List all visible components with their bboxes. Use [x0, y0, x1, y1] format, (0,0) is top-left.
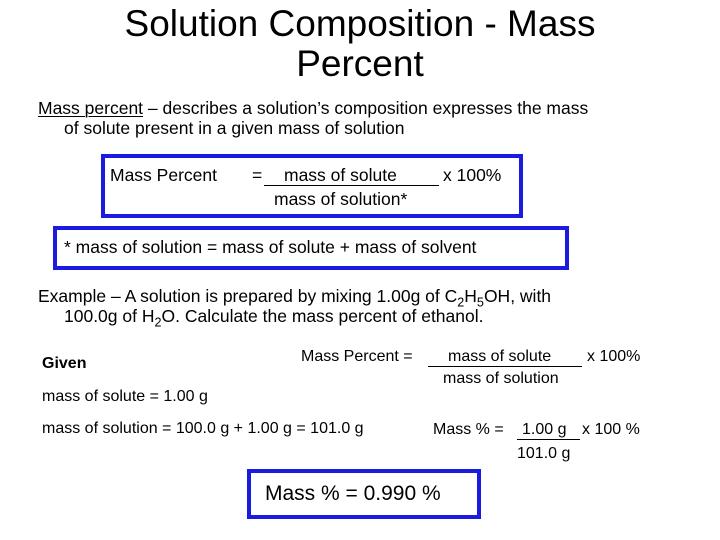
- calc-numerator: 1.00 g: [522, 421, 567, 438]
- result-text: Mass % = 0.990 %: [265, 482, 441, 505]
- definition-term: Mass percent: [38, 98, 144, 118]
- example-h: H: [464, 286, 477, 306]
- calc-denominator: 101.0 g: [517, 445, 571, 462]
- formula-equals: =: [252, 165, 263, 185]
- formula2-label: Mass Percent =: [301, 348, 413, 365]
- given-mass-solution: mass of solution = 100.0 g + 1.00 g = 101.0 g: [42, 420, 364, 437]
- example-sub-water: 2: [154, 315, 162, 330]
- formula-times: x 100%: [443, 165, 502, 185]
- formula2-numerator: mass of solute: [448, 348, 552, 365]
- formula2-denominator: mass of solution: [443, 370, 559, 387]
- example-line1-a: Example – A solution is prepared by mixing 1.00g of C: [38, 286, 458, 306]
- calc-times: x 100 %: [582, 421, 640, 438]
- example-line2-a: 100.0g of H: [64, 306, 155, 326]
- formula2-times: x 100%: [587, 348, 641, 365]
- definition-line2: of solute present in a given mass of solution: [64, 118, 405, 138]
- example-sub-h: 5: [476, 295, 484, 310]
- definition-line1: – describes a solution’s composition expresses the mass: [143, 98, 589, 118]
- formula-label: Mass Percent: [110, 165, 217, 185]
- footnote-text: * mass of solution = mass of solute + mass of solvent: [64, 237, 477, 257]
- given-heading: Given: [42, 355, 87, 372]
- example-line1-b: OH, with: [483, 286, 552, 306]
- example-line2-b: O. Calculate the mass percent of ethanol.: [161, 306, 484, 326]
- formula-denominator: mass of solution*: [274, 189, 408, 209]
- example-sub-c: 2: [457, 295, 465, 310]
- calc-label: Mass % =: [433, 421, 504, 438]
- definition-text: [38, 98, 588, 138]
- slide-title: [60, 4, 660, 84]
- slide-title-line2: Percent: [296, 43, 424, 84]
- given-mass-solute: mass of solute = 1.00 g: [42, 388, 208, 405]
- slide-title-line1: Solution Composition - Mass: [124, 3, 596, 44]
- example-text: [38, 286, 552, 330]
- formula-numerator: mass of solute: [284, 165, 397, 185]
